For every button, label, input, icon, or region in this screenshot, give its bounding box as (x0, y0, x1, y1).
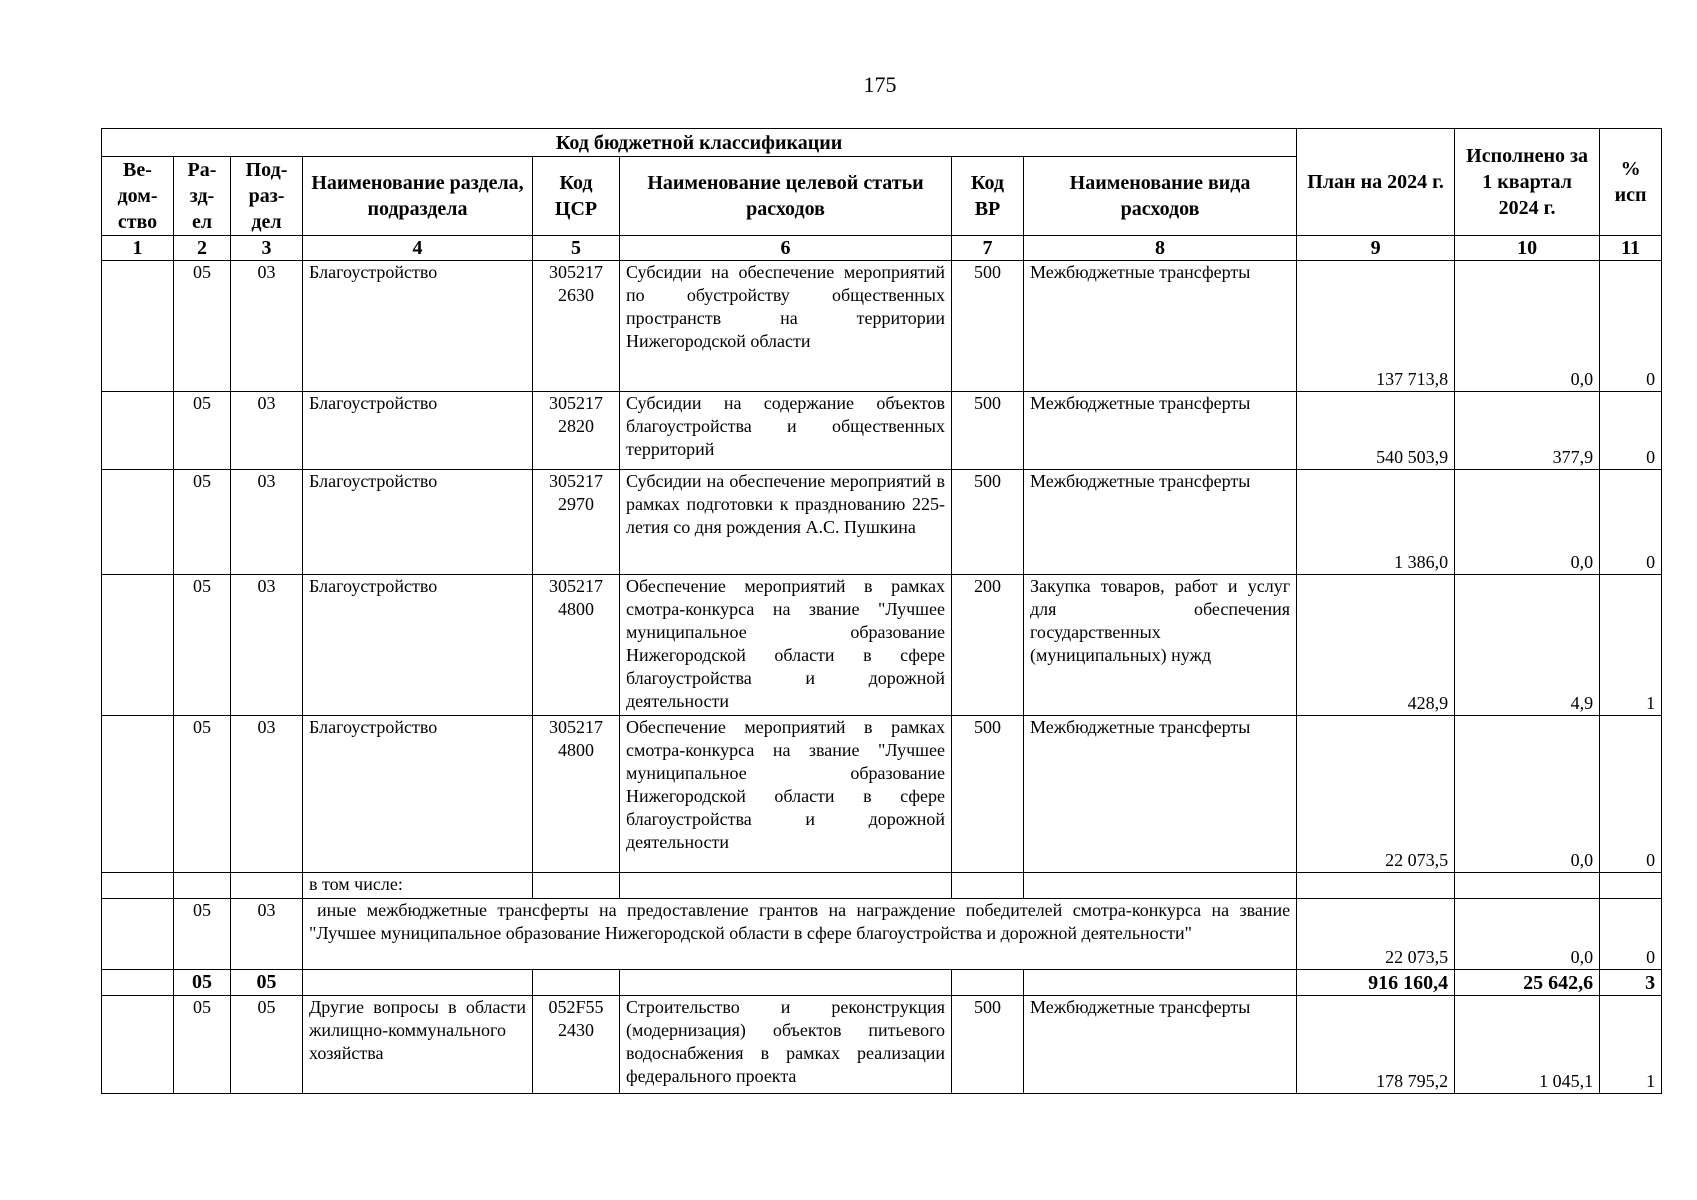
razdel-cell: 05 (174, 575, 231, 716)
column-number: 9 (1297, 236, 1455, 261)
budget-classification-header: Код бюджетной классификации (102, 129, 1297, 157)
razdel-cell: 05 (174, 716, 231, 873)
column-number: 10 (1455, 236, 1600, 261)
empty-cell (303, 970, 533, 996)
empty-cell (1600, 873, 1662, 899)
plan-cell: 178 795,2 (1297, 996, 1455, 1094)
executed-cell: 1 045,1 (1455, 996, 1600, 1094)
target-cell: Строительство и реконструкция (модернизация) объектов питьевого водоснабжения в рамках реализации федерального проекта (620, 996, 952, 1094)
executed-cell: 0,0 (1455, 899, 1600, 970)
executed-cell: 0,0 (1455, 716, 1600, 873)
target-cell: Обеспечение мероприятий в рамках смотра-конкурса на звание "Лучшее муниципальное образование Нижегородской области в сфере благоустройства и дорожной деятельности (620, 575, 952, 716)
subtotal-row (102, 970, 1662, 996)
razdel-cell: 05 (174, 261, 231, 392)
vedomstvo-cell (102, 970, 174, 996)
executed-cell: 0,0 (1455, 261, 1600, 392)
empty-cell (533, 970, 620, 996)
empty-cell (1297, 873, 1455, 899)
column-number: 7 (952, 236, 1024, 261)
vr-name-cell: Межбюджетные трансферты (1024, 261, 1297, 392)
vr-cell: 500 (952, 470, 1024, 575)
podrazdel-header: Под-раз-дел (231, 157, 303, 236)
razdel-cell: 05 (174, 470, 231, 575)
section-name-header: Наименование раздела, подраздела (303, 157, 533, 236)
vedomstvo-cell (102, 392, 174, 470)
vr-cell: 200 (952, 575, 1024, 716)
target-name-header: Наименование целевой статьи расходов (620, 157, 952, 236)
percent-cell: 0 (1600, 261, 1662, 392)
vr-name-cell: Закупка товаров, работ и услуг для обеспечения государственных (муниципальных) нужд (1024, 575, 1297, 716)
table-row (102, 261, 1662, 392)
vr-name-cell: Межбюджетные трансферты (1024, 716, 1297, 873)
empty-cell (1455, 873, 1600, 899)
csr-cell: 305217 2630 (533, 261, 620, 392)
section-cell: Благоустройство (303, 470, 533, 575)
vr-cell: 500 (952, 392, 1024, 470)
razdel-cell: 05 (174, 970, 231, 996)
podrazdel-cell: 03 (231, 261, 303, 392)
plan-cell: 22 073,5 (1297, 899, 1455, 970)
column-number: 4 (303, 236, 533, 261)
column-number: 2 (174, 236, 231, 261)
plan-cell: 428,9 (1297, 575, 1455, 716)
percent-cell: 1 (1600, 996, 1662, 1094)
podrazdel-cell: 05 (231, 970, 303, 996)
percent-cell: 1 (1600, 575, 1662, 716)
percent-cell: 0 (1600, 716, 1662, 873)
csr-cell: 305217 4800 (533, 716, 620, 873)
razdel-header: Ра-зд-ел (174, 157, 231, 236)
vedomstvo-cell (102, 470, 174, 575)
section-cell: Благоустройство (303, 575, 533, 716)
table-row (102, 392, 1662, 470)
razdel-cell: 05 (174, 392, 231, 470)
section-cell: Благоустройство (303, 261, 533, 392)
section-cell: Другие вопросы в области жилищно-коммунального хозяйства (303, 996, 533, 1094)
csr-cell: 052F55 2430 (533, 996, 620, 1094)
razdel-cell: 05 (174, 899, 231, 970)
plan-cell: 137 713,8 (1297, 261, 1455, 392)
percent-header: % исп (1600, 129, 1662, 236)
table-row (102, 716, 1662, 873)
csr-cell: 305217 2820 (533, 392, 620, 470)
target-cell: Субсидии на обеспечение мероприятий по обустройству общественных пространств на территории Нижегородской области (620, 261, 952, 392)
vedomstvo-cell (102, 899, 174, 970)
podrazdel-cell: 03 (231, 899, 303, 970)
empty-cell (174, 873, 231, 899)
podrazdel-cell: 05 (231, 996, 303, 1094)
table-row (102, 470, 1662, 575)
vr-cell: 500 (952, 716, 1024, 873)
razdel-cell: 05 (174, 996, 231, 1094)
vedomstvo-cell (102, 575, 174, 716)
budget-table (101, 128, 1662, 1094)
including-label-row (102, 873, 1662, 899)
plan-cell: 540 503,9 (1297, 392, 1455, 470)
target-cell: Субсидии на обеспечение мероприятий в рамках подготовки к празднованию 225-летия со дня рождения А.С. Пушкина (620, 470, 952, 575)
vr-name-cell: Межбюджетные трансферты (1024, 392, 1297, 470)
vedomstvo-cell (102, 261, 174, 392)
vedomstvo-cell (102, 996, 174, 1094)
empty-cell (952, 873, 1024, 899)
column-number: 8 (1024, 236, 1297, 261)
target-cell: Субсидии на содержание объектов благоустройства и общественных территорий (620, 392, 952, 470)
podrazdel-cell: 03 (231, 716, 303, 873)
vr-cell: 500 (952, 996, 1024, 1094)
empty-cell (102, 873, 174, 899)
executed-header: Исполнено за 1 квартал 2024 г. (1455, 129, 1600, 236)
column-number: 1 (102, 236, 174, 261)
podrazdel-cell: 03 (231, 470, 303, 575)
section-cell: Благоустройство (303, 392, 533, 470)
empty-cell (952, 970, 1024, 996)
podrazdel-cell: 03 (231, 392, 303, 470)
percent-cell: 0 (1600, 470, 1662, 575)
vr-cell: 500 (952, 261, 1024, 392)
vr-name-header: Наименование вида расходов (1024, 157, 1297, 236)
empty-cell (231, 873, 303, 899)
plan-cell: 1 386,0 (1297, 470, 1455, 575)
empty-cell (533, 873, 620, 899)
vr-header: Код ВР (952, 157, 1024, 236)
empty-cell (620, 970, 952, 996)
plan-cell: 22 073,5 (1297, 716, 1455, 873)
column-number-row (102, 236, 1662, 261)
empty-cell (620, 873, 952, 899)
percent-cell: 0 (1600, 899, 1662, 970)
executed-cell: 0,0 (1455, 470, 1600, 575)
vr-name-cell: Межбюджетные трансферты (1024, 996, 1297, 1094)
column-number: 6 (620, 236, 952, 261)
vr-name-cell: Межбюджетные трансферты (1024, 470, 1297, 575)
vedomstvo-cell (102, 716, 174, 873)
plan-header: План на 2024 г. (1297, 129, 1455, 236)
podrazdel-cell: 03 (231, 575, 303, 716)
csr-cell: 305217 4800 (533, 575, 620, 716)
page-number: 175 (863, 72, 897, 97)
including-description: иные межбюджетные трансферты на предоставление грантов на награждение победителей смотра-конкурса на звание "Лучшее муниципальное образование Нижегородской области в сфере благоустройства и дорожной деятельности" (303, 899, 1297, 970)
percent-cell: 0 (1600, 392, 1662, 470)
table-row (102, 996, 1662, 1094)
empty-cell (1024, 970, 1297, 996)
column-number: 11 (1600, 236, 1662, 261)
executed-total-cell: 25 642,6 (1455, 970, 1600, 996)
plan-total-cell: 916 160,4 (1297, 970, 1455, 996)
percent-total-cell: 3 (1600, 970, 1662, 996)
csr-header: Код ЦСР (533, 157, 620, 236)
csr-cell: 305217 2970 (533, 470, 620, 575)
executed-cell: 4,9 (1455, 575, 1600, 716)
column-number: 5 (533, 236, 620, 261)
target-cell: Обеспечение мероприятий в рамках смотра-конкурса на звание "Лучшее муниципальное образование Нижегородской области в сфере благоустройства и дорожной деятельности (620, 716, 952, 873)
including-row (102, 899, 1662, 970)
empty-cell (1024, 873, 1297, 899)
executed-cell: 377,9 (1455, 392, 1600, 470)
vedomstvo-header: Ве-дом-ство (102, 157, 174, 236)
including-label: в том числе: (303, 873, 533, 899)
table-row (102, 575, 1662, 716)
column-number: 3 (231, 236, 303, 261)
section-cell: Благоустройство (303, 716, 533, 873)
